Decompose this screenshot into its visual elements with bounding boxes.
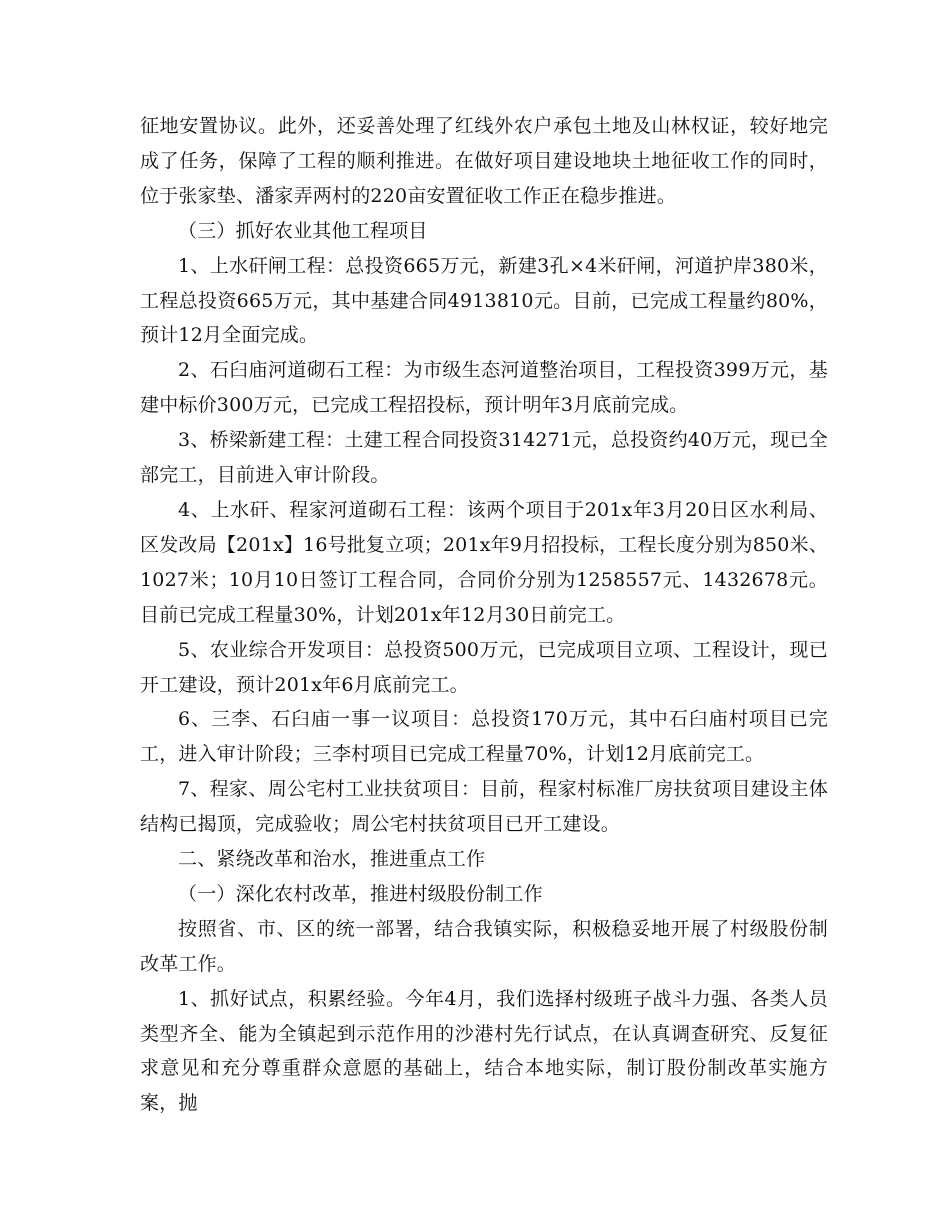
intro-paragraph: 按照省、市、区的统一部署，结合我镇实际，积极稳妥地开展了村级股份制改革工作。 bbox=[140, 917, 828, 975]
item-4-paragraph: 4、上水矸、程家河道砌石工程：该两个项目于201x年3月20日区水利局、区发改局【201x】16号批复立项；201x年9月招投标，工程长度分别为850米、1027米；10月10日签订工程合同，合同价分别为1258557元、1432678元。目前已完成工程量30%，计划201x年12月30日前完工。 bbox=[140, 498, 828, 626]
item-1-paragraph: 1、上水矸闸工程：总投资665万元，新建3孔×4米矸闸，河道护岸380米，工程总投资665万元，其中基建合同4913810元。目前，已完成工程量约80%，预计12月全面完成。 bbox=[140, 254, 828, 347]
document-body bbox=[140, 109, 828, 1121]
item-3-paragraph: 3、桥梁新建工程：土建工程合同投资314271元，总投资约40万元，现已全部完工，目前进入审计阶段。 bbox=[140, 429, 828, 487]
section-heading-1: （一）深化农村改革，推进村级股份制工作 bbox=[178, 882, 543, 905]
pilot-paragraph: 1、抓好试点，积累经验。今年4月，我们选择村级班子战斗力强、各类人员类型齐全、能为全镇起到示范作用的沙港村先行试点，在认真调查研究、反复征求意见和充分尊重群众意愿的基础上，结合本地实际，制订股份制改革实施方案，抛 bbox=[140, 987, 828, 1115]
item-7-paragraph: 7、程家、周公宅村工业扶贫项目：目前，程家村标准厂房扶贫项目建设主体结构已揭顶，完成验收；周公宅村扶贫项目已开工建设。 bbox=[140, 778, 828, 836]
item-6-paragraph: 6、三李、石臼庙一事一议项目：总投资170万元，其中石臼庙村项目已完工，进入审计阶段；三李村项目已完成工程量70%，计划12月底前完工。 bbox=[140, 708, 828, 766]
chapter-heading-2: 二、紧绕改革和治水，推进重点工作 bbox=[178, 848, 486, 871]
item-2-paragraph: 2、石臼庙河道砌石工程：为市级生态河道整治项目，工程投资399万元，基建中标价300万元，已完成工程招投标，预计明年3月底前完成。 bbox=[140, 359, 828, 417]
paragraph-0: 征地安置协议。此外，还妥善处理了红线外农户承包土地及山林权证，较好地完成了任务，保障了工程的顺利推进。在做好项目建设地块土地征收工作的同时，位于张家垫、潘家弄两村的220亩安置征收工作正在稳步推进。 bbox=[140, 115, 828, 207]
section-heading-3: （三）抓好农业其他工程项目 bbox=[178, 219, 428, 242]
item-5-paragraph: 5、农业综合开发项目：总投资500万元，已完成项目立项、工程设计，现已开工建设，预计201x年6月底前完工。 bbox=[140, 638, 828, 696]
